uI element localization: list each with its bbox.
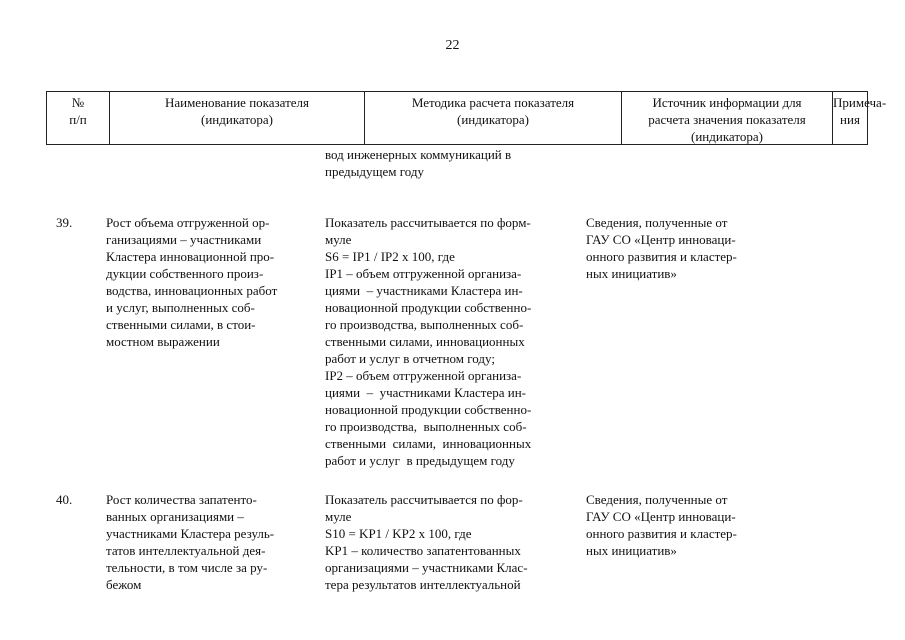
table-header	[46, 91, 887, 145]
header-indicator-name: Наименование показателя (индикатора)	[109, 92, 364, 144]
row-number: 39.	[56, 215, 73, 230]
page-number: 22	[445, 38, 460, 53]
row-calculation-method: Показатель рассчитывается по форм- муле S6 = IP1 / IP2 x 100, где IP1 – объем отгруженной организа- циями – участниками Кластера ин- новационной продукции собственно- го производства, выполненных соб- ственными силами, инновационных работ и услуг в отчетном году; IP2 – объем отгруженной организа- циями – участниками Кластера ин- новационной продукции собственно- го производства, выполненных соб- ственными силами, инновационных работ и услуг в предыдущем году	[325, 215, 532, 468]
header-information-source: Источник информации для расчета значения показателя (индикатора)	[621, 92, 832, 144]
header-number: № п/п	[46, 92, 109, 144]
continuation-text: вод инженерных коммуникаций в предыдущем году	[325, 147, 512, 179]
header-notes: Примеча- ния	[832, 92, 868, 144]
row-indicator-name: Рост объема отгруженной ор- ганизациями – участниками Кластера инновационной про- дукции собственного произ- водства, инновационных работ и услуг, выполненных соб- ственными силами, в стои- мостном выражении	[106, 215, 278, 349]
header-calculation-method: Методика расчета показателя (индикатора)	[364, 92, 621, 144]
row-information-source: Сведения, полученные от ГАУ СО «Центр инноваци- онного развития и кластер- ных инициатив»	[586, 215, 737, 281]
row-number: 40.	[56, 492, 73, 507]
row-indicator-name: Рост количества запатенто- ванных организациями – участниками Кластера резуль- татов интеллектуальной дея- тельности, в том числе за ру- бежом	[106, 492, 275, 592]
row-calculation-method: Показатель рассчитывается по фор- муле S10 = KP1 / KP2 x 100, где KP1 – количество запатентованных организациями – участниками Клас- тера результатов интеллектуальной	[325, 492, 528, 592]
row-information-source: Сведения, полученные от ГАУ СО «Центр инноваци- онного развития и кластер- ных инициатив»	[586, 492, 737, 558]
